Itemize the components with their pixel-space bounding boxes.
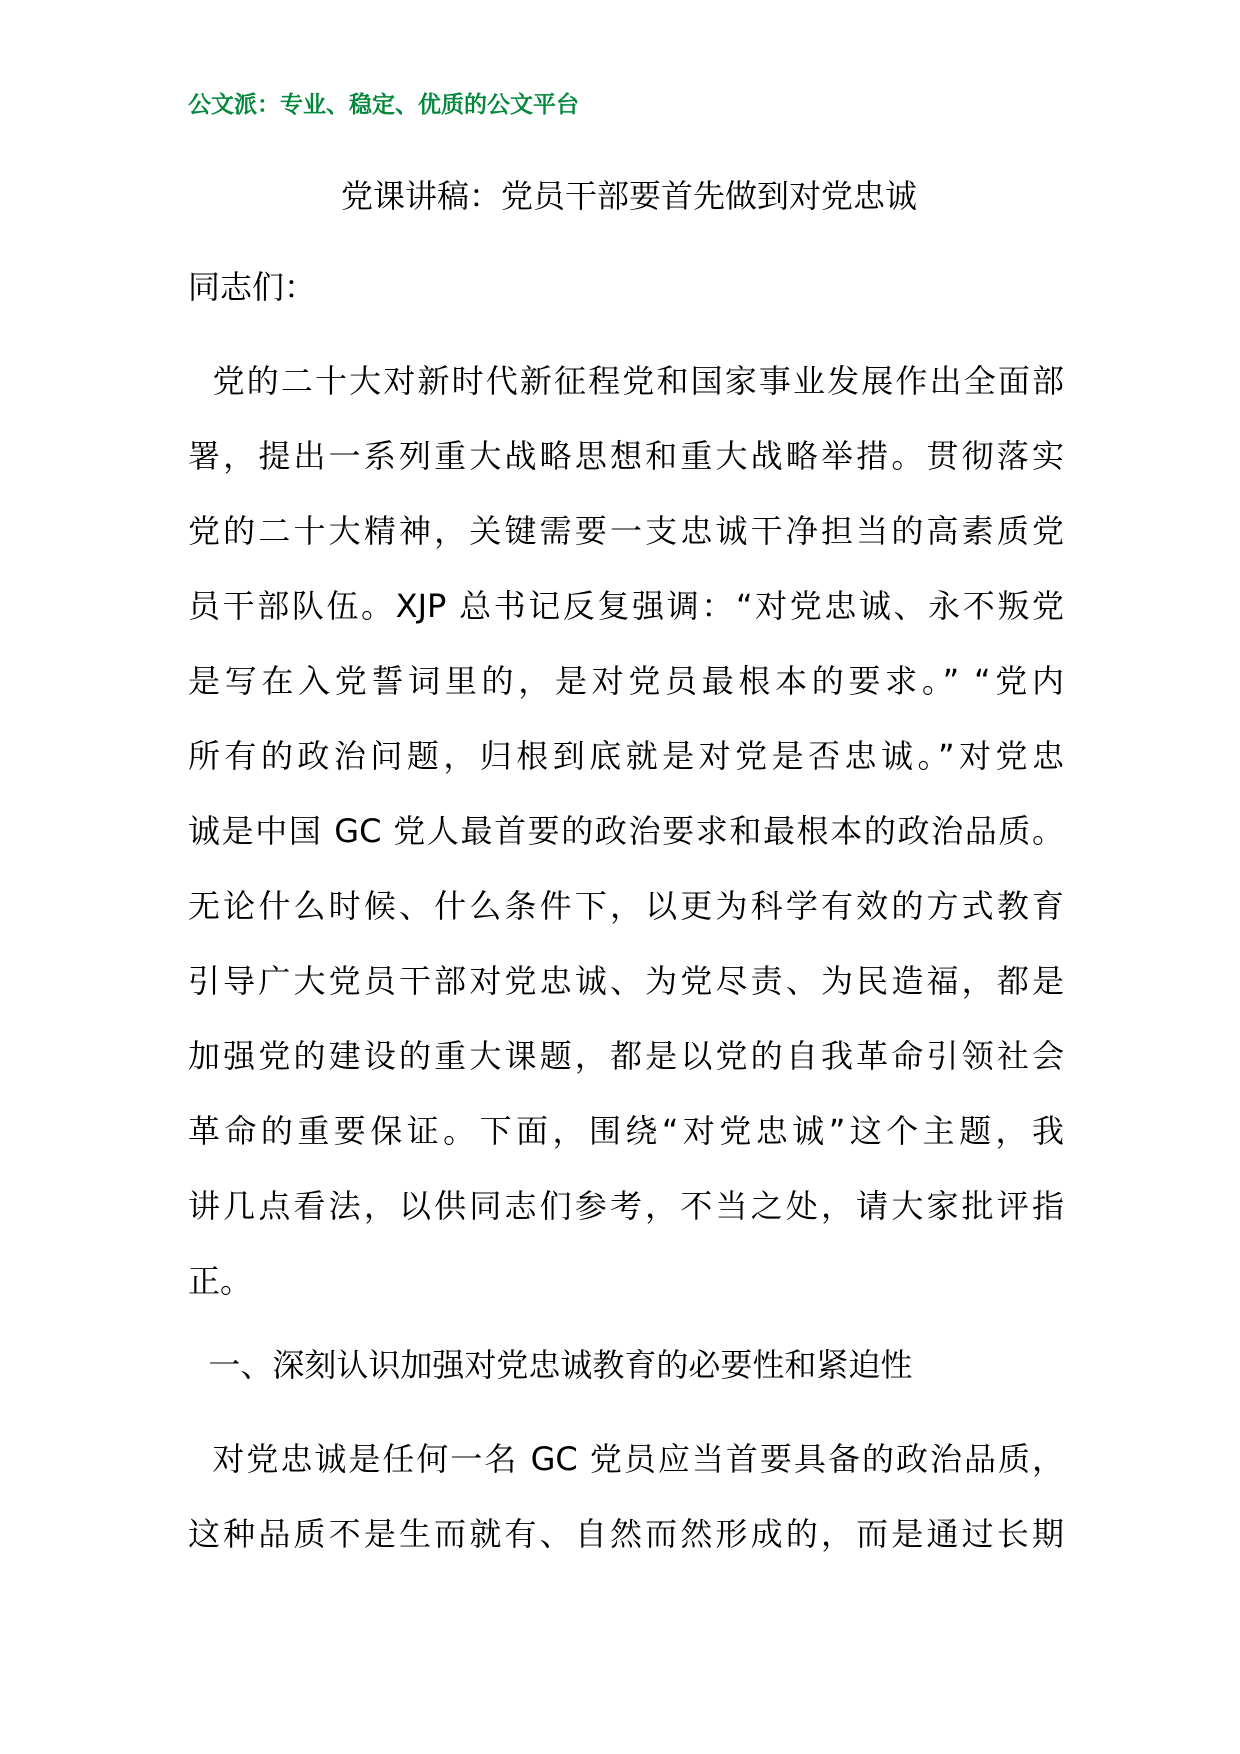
paragraph-line: 引导广大党员干部对党忠诚、为党尽责、为民造福，都是 (188, 962, 1064, 1000)
header-tagline: 公文派：专业、稳定、优质的公文平台 (188, 91, 579, 118)
paragraph-line: 革命的重要保证。下面，围绕“对党忠诚”这个主题，我 (188, 1112, 1064, 1150)
paragraph-line: 是写在入党誓词里的，是对党员最根本的要求。” “党内 (188, 662, 1064, 700)
paragraph-line: 党的二十大精神，关键需要一支忠诚干净担当的高素质党 (188, 512, 1064, 550)
paragraph-line: 对党忠诚是任何一名 GC 党员应当首要具备的政治品质， (188, 1440, 1064, 1478)
paragraph-line: 加强党的建设的重大课题，都是以党的自我革命引领社会 (188, 1037, 1064, 1075)
greeting (188, 250, 1064, 325)
section-heading-text: 一、深刻认识加强对党忠诚教育的必要性和紧迫性 (188, 1346, 913, 1384)
paragraph-1 (188, 344, 1064, 1319)
paragraph-line: 讲几点看法，以供同志们参考，不当之处，请大家批评指 (188, 1187, 1064, 1225)
paragraph-line: 正。 (188, 1262, 253, 1300)
paragraph-line: 署，提出一系列重大战略思想和重大战略举措。贯彻落实 (188, 437, 1064, 475)
paragraph-2 (188, 1422, 1064, 1572)
paragraph-line: 这种品质不是生而就有、自然而然形成的，而是通过长期 (188, 1515, 1064, 1553)
paragraph-line: 无论什么时候、什么条件下，以更为科学有效的方式教育 (188, 887, 1064, 925)
section-heading (188, 1328, 1064, 1403)
paragraph-line: 所有的政治问题，归根到底就是对党是否忠诚。”对党忠 (188, 737, 1064, 775)
paragraph-line: 诚是中国 GC 党人最首要的政治要求和最根本的政治品质。 (188, 812, 1064, 850)
greeting-text: 同志们： (188, 268, 317, 306)
document-title: 党课讲稿：党员干部要首先做到对党忠诚 (340, 177, 917, 215)
paragraph-line: 党的二十大对新时代新征程党和国家事业发展作出全面部 (188, 362, 1064, 400)
paragraph-line: 员干部队伍。XJP 总书记反复强调：“对党忠诚、永不叛党 (188, 587, 1064, 625)
